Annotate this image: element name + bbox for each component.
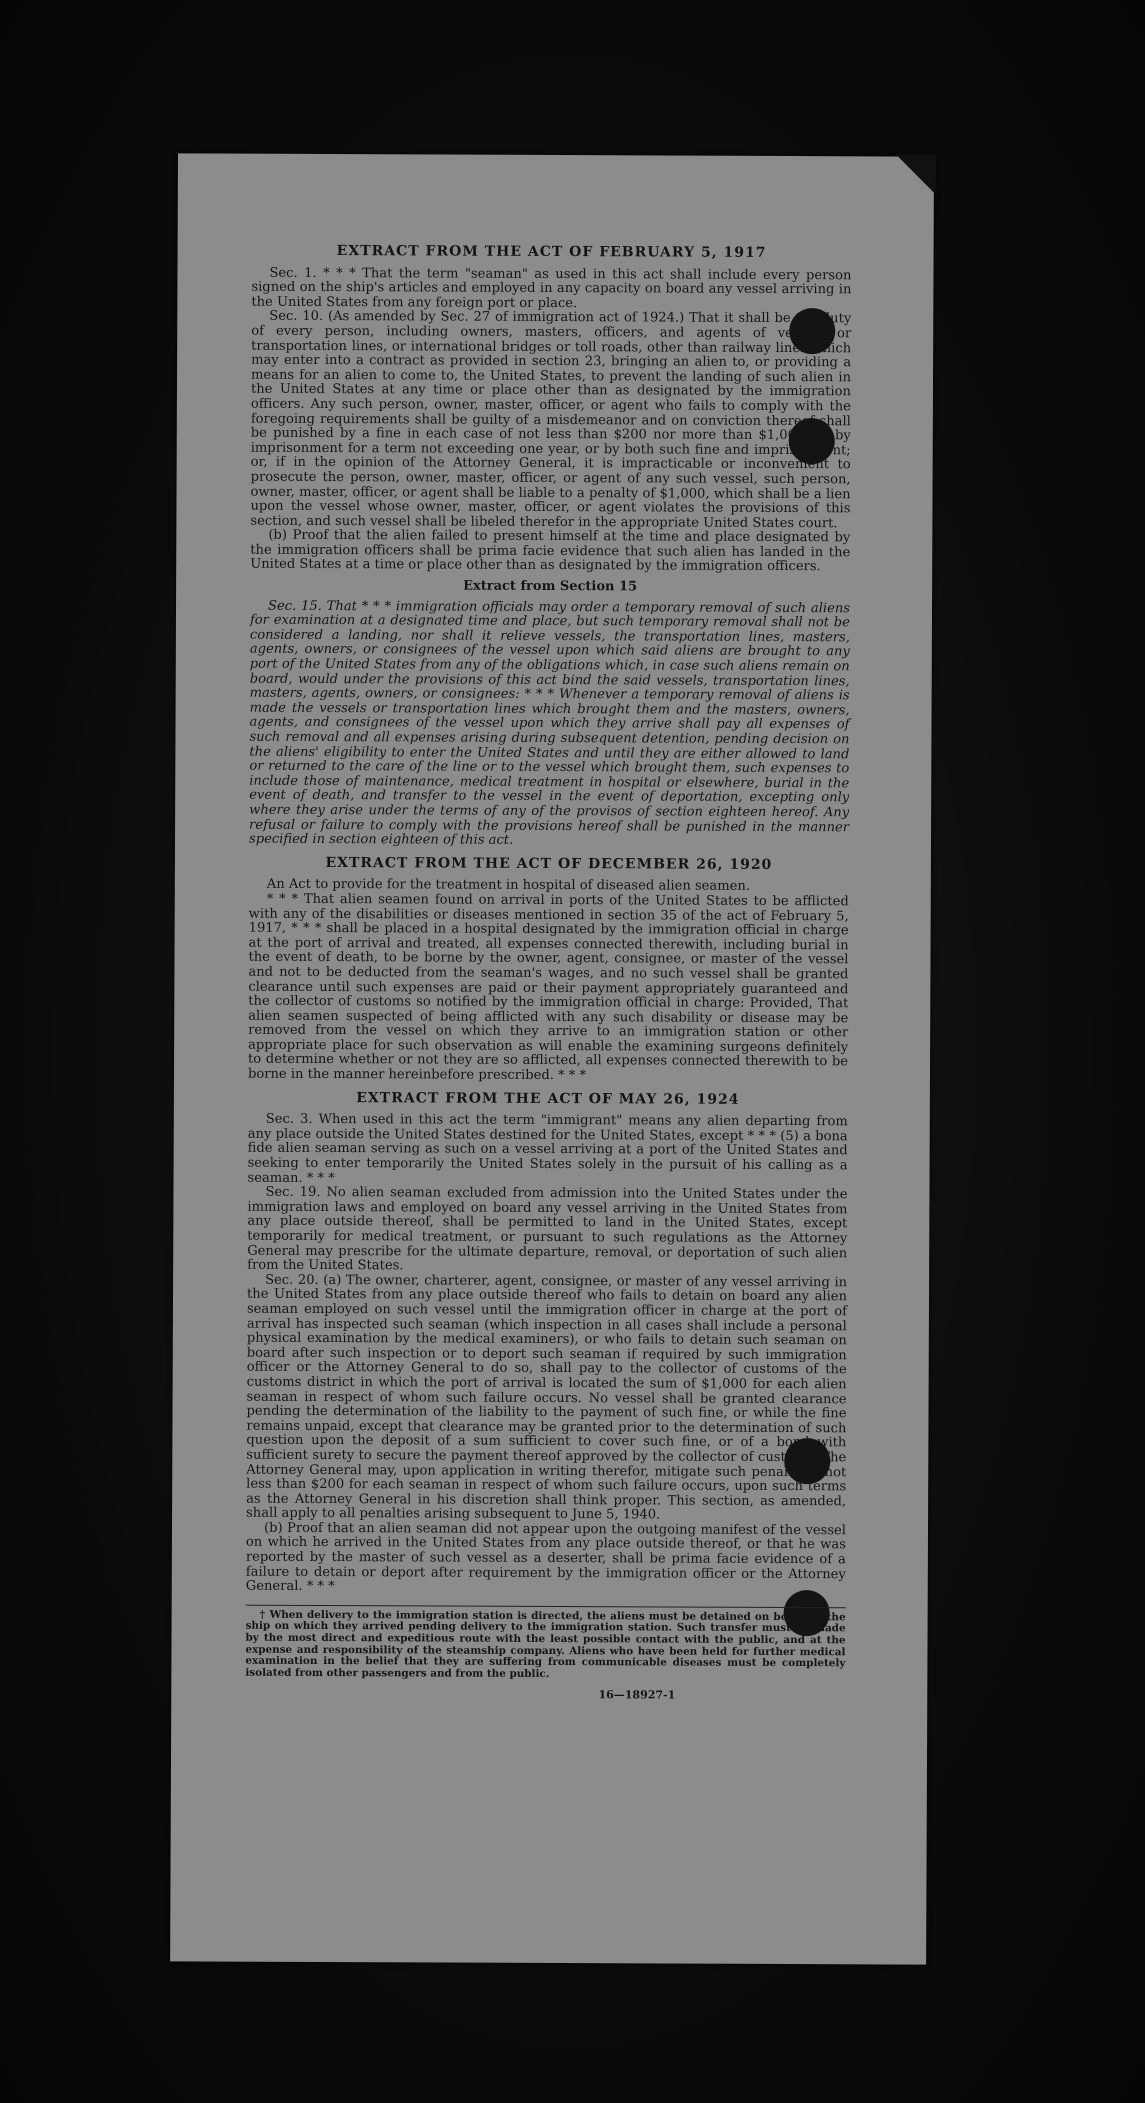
subheading-section-15: Extract from Section 15 — [463, 578, 638, 595]
folded-corner — [896, 154, 936, 194]
heading-act-1924: EXTRACT FROM THE ACT OF MAY 26, 1924 — [356, 1089, 740, 1108]
section-20b: (b) Proof that an alien seaman did not appear upon the outgoing manifest of the vessel on which he arrived in the United States from any place outside thereof, or that he was reported by the master of such vessel as a deserter, shall be prima facie evidence of a failure to detain or deport after requirement by the immigration officer or the Attorney General. * * * — [245, 1520, 847, 1595]
document-text — [245, 240, 851, 1705]
section-1: Sec. 1. * * * That the term "seaman" as used in this act shall include every person signed on the ship's articles and employed in any capacity on board any vessel arriving in the United States from any foreign port or place. — [251, 265, 852, 311]
section-15: Sec. 15. That * * * immigration officials may order a temporary removal of such aliens for examination at a designated time and place, but such temporary removal shall not be considered a landing, nor shall it relieve vessels, the transportation lines, masters, agents, owners, or consignees of the vessel upon which said aliens are brought to any port of the United States from any of the obligations which, in case such aliens remain on board, would under the provisions of this act bind the said vessels, transportation lines, masters, agents, owners, or consignees: * * * Whenever a temporary removal of aliens is made the vessels or transportation lines which brought them and the masters, owners, agents, and consignees of the vessel upon which they arrive shall pay all expenses of such removal and all expenses arising during subsequent detention, pending decision on the aliens' eligibility to enter the United States and until they are either allowed to land or returned to the care of the line or to the vessel which brought them, such expenses to include those of maintenance, medical treatment in hospital or elsewhere, burial in the event of death, and transfer to the vessel in the event of deportation, excepting only where they arise under the terms of any of the provisos of section eighteen hereof. Any refusal or failure to comply with the provisions hereof shall be punished in the manner specified in section eighteen of this act. — [248, 598, 851, 848]
document-page — [170, 153, 934, 1964]
form-number: 16—18927-1 — [598, 1688, 676, 1702]
footnote: † When delivery to the immigration station is directed, the aliens must be detained on board of the ship on which they arrived pending delivery to the immigration station. Such transfer must be made by the most direct and expeditious route with the least possible contact with the public, and at the expense and responsibility of the steamship company. Aliens who have been held for further medical examination in the belief that they are suffering from communicable diseases must be completely isolated from other passengers and from the public. — [245, 1605, 845, 1682]
act-1920-title: An Act to provide for the treatment in hospital of diseased alien seamen. — [266, 877, 751, 895]
section-10b: (b) Proof that the alien failed to present himself at the time and place designated by the immigration officers shall be prima facie evidence that such alien has landed in the United States at a time or place other than as designated by the immigration officers. — [250, 528, 851, 575]
act-1920-body: * * * That alien seamen found on arrival in ports of the United States to be afflicted with any of the disabilities or diseases mentioned in section 35 of the act of February 5, 1917, * * * shall be placed in a hospital designated by the immigration official in charge at the port of arrival and treated, all expenses connected therewith, including burial in the event of death, to be borne by the owner, agent, consignee, or master of the vessel and not to be deducted from the seaman's wages, and no such vessel shall be granted clearance until such expenses are paid or their payment appropriately guaranteed and the collector of customs so notified by the immigration official in charge: Provided, That alien seamen suspected of being afflicted with any such disability or disease may be removed from the vessel on which they arrive to an immigration station or other appropriate place for such observation as will enable the examining surgeons definitely to determine whether or not they are so afflicted, all expenses connected therewith to be borne in the manner hereinbefore prescribed. * * * — [247, 891, 849, 1084]
section-3: Sec. 3. When used in this act the term "immigrant" means any alien departing from any place outside the United States destined for the United States, except * * * (5) a bona fide alien seaman serving as such on a vessel arriving at a port of the United States and seeking to enter temporarily the United States solely in the pursuit of his calling as a seaman. * * * — [247, 1111, 848, 1186]
section-20a: Sec. 20. (a) The owner, charterer, agent, consignee, or master of any vessel arriving in the United States from any place outside thereof who fails to detain on board any alien seaman employed on such vessel until the immigration officer in charge at the port of arrival has inspected such seaman (which inspection in all cases shall include a personal physical examination by the medical examiners), or who fails to detain such seaman on board after such inspection or to deport such seaman if required by such immigration officer or the Attorney General to do so, shall pay to the collector of customs of the customs district in which the port of arrival is located the sum of $1,000 for each alien seaman in respect of whom such failure occurs. No vessel shall be granted clearance pending the determination of the liability to the payment of such fine, or while the fine remains unpaid, except that clearance may be granted prior to the determination of such question upon the deposit of a sum sufficient to cover such fine, or of a bond with sufficient surety to secure the payment thereof approved by the collector of customs. The Attorney General may, upon application in writing therefor, mitigate such penalty to not less than $200 for each seaman in respect of whom such failure occurs, upon such terms as the Attorney General in his discretion shall think proper. This section, as amended, shall apply to all penalties arising subsequent to June 5, 1940. — [246, 1272, 848, 1523]
heading-act-1920: EXTRACT FROM THE ACT OF DECEMBER 26, 1920 — [325, 854, 773, 873]
section-10: Sec. 10. (As amended by Sec. 27 of immigration act of 1924.) That it shall be the duty of every person, including owners, masters, officers, and agents of vessels or transportation lines, or international bridges or toll roads, other than railway lines which may enter into a contract as provided in section 23, bringing an alien to, or providing a means for an alien to come to, the United States, to prevent the landing of such alien in the United States at any time or place other than as designated by the immigration officers. Any such person, owner, master, officer, or agent who fails to comply with the foregoing requirements shall be guilty of a misdemeanor and on conviction thereof shall be punished by a fine in each case of not less than $200 nor more than $1,000, or by imprisonment for a term not exceeding one year, or by both such fine and imprisonment; or, if in the opinion of the Attorney General, it is impracticable or inconvenient to prosecute the person, owner, master, officer, or agent of any such vessel, such person, owner, master, officer, or agent shall be liable to a penalty of $1,000, which shall be a lien upon the vessel whose owner, master, officer, or agent violates the provisions of this section, and such vessel shall be libeled therefor in the appropriate United States court. — [250, 309, 852, 531]
section-19: Sec. 19. No alien seaman excluded from admission into the United States under the immigration laws and employed on board any vessel arriving in the United States from any place outside thereof, shall be permitted to land in the United States, except temporarily for medical treatment, or pursuant to such regulations as the Attorney General may prescribe for the ultimate departure, removal, or deportation of such alien from the United States. — [247, 1184, 848, 1274]
heading-act-1917: EXTRACT FROM THE ACT OF FEBRUARY 5, 1917 — [336, 243, 767, 261]
